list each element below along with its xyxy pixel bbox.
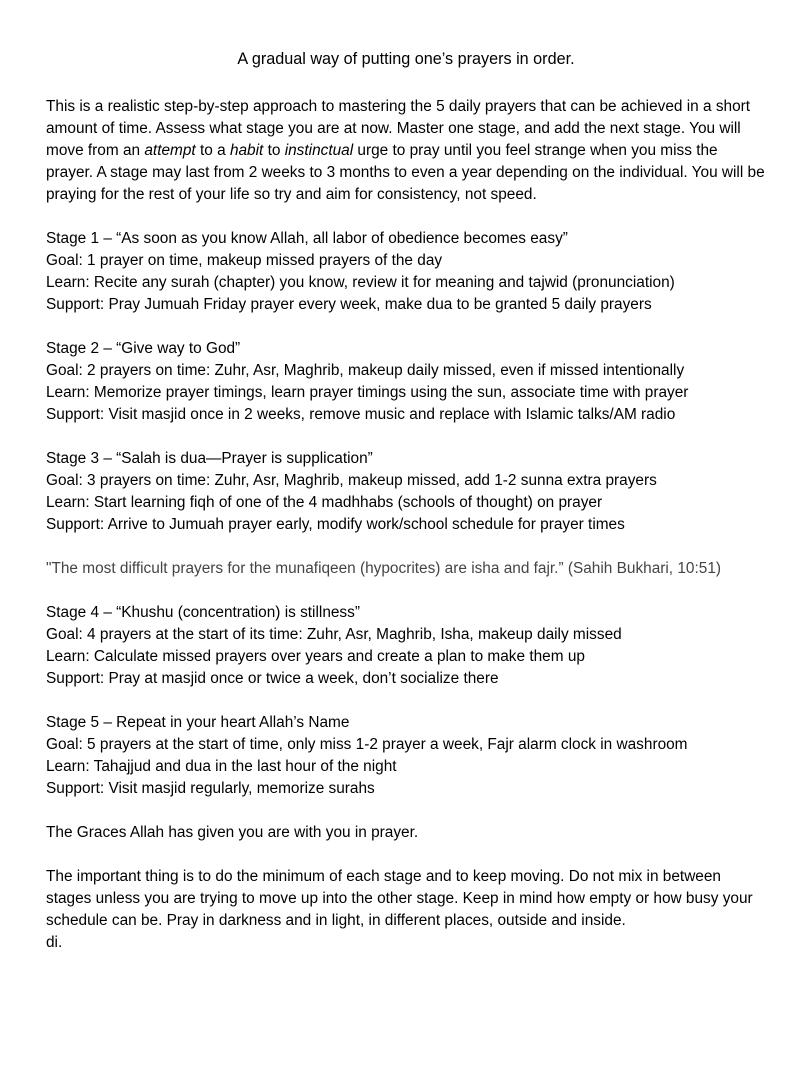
stage-2-section <box>46 338 766 426</box>
stage-4-heading: Stage 4 – “Khushu (concentration) is stillness” <box>46 604 360 621</box>
intro-emphasis-instinctual: instinctual <box>284 142 354 159</box>
stage-5-learn: Learn: Tahajjud and dua in the last hour of the night <box>46 758 397 775</box>
stage-1-section <box>46 228 766 316</box>
stage-4-goal: Goal: 4 prayers at the start of its time: Zuhr, Asr, Maghrib, Isha, makeup daily missed <box>46 626 622 643</box>
intro-text-2: to a <box>195 142 230 159</box>
stage-1-goal: Goal: 1 prayer on time, makeup missed prayers of the day <box>46 252 443 269</box>
intro-paragraph <box>46 96 766 206</box>
signature: di. <box>46 934 63 951</box>
stage-5-heading: Stage 5 – Repeat in your heart Allah’s Name <box>46 714 350 731</box>
stage-4-section <box>46 602 766 690</box>
stage-2-support: Support: Visit masjid once in 2 weeks, remove music and replace with Islamic talks/AM radio <box>46 406 676 423</box>
intro-text-1: This is a realistic step-by-step approach to mastering the 5 daily prayers that can be achieved in a short amount of time. Assess what stage you are at now. Master one stage, and add the next stage. You will move from an <box>46 98 751 159</box>
document-title: A gradual way of putting one’s prayers in order. <box>237 50 575 68</box>
stage-2-goal: Goal: 2 prayers on time: Zuhr, Asr, Maghrib, makeup daily missed, even if missed intentionally <box>46 362 685 379</box>
hadith-quote: "The most difficult prayers for the munafiqeen (hypocrites) are isha and fajr.” (Sahih Bukhari, 10:51) <box>46 560 722 577</box>
stage-3-learn: Learn: Start learning fiqh of one of the 4 madhhabs (schools of thought) on prayer <box>46 494 603 511</box>
stage-3-support: Support: Arrive to Jumuah prayer early, modify work/school schedule for prayer times <box>46 516 625 533</box>
intro-emphasis-habit: habit <box>229 142 264 159</box>
intro-text-3: to <box>263 142 285 159</box>
stage-3-heading: Stage 3 – “Salah is dua—Prayer is supplication” <box>46 450 373 467</box>
stage-1-support: Support: Pray Jumuah Friday prayer every week, make dua to be granted 5 daily prayers <box>46 296 652 313</box>
closing-paragraph: The important thing is to do the minimum of each stage and to keep moving. Do not mix in between stages unless you are trying to move up into the other stage. Keep in mind how empty or how busy your schedule can be. Pray in darkness and in light, in different places, outside and inside. <box>46 868 753 929</box>
stage-4-learn: Learn: Calculate missed prayers over years and create a plan to make them up <box>46 648 585 665</box>
stage-3-section <box>46 448 766 536</box>
stage-3-goal: Goal: 3 prayers on time: Zuhr, Asr, Maghrib, makeup missed, add 1-2 sunna extra prayers <box>46 472 657 489</box>
stage-5-section <box>46 712 766 800</box>
stage-4-support: Support: Pray at masjid once or twice a week, don’t socialize there <box>46 670 499 687</box>
intro-emphasis-attempt: attempt <box>144 142 196 159</box>
stage-2-learn: Learn: Memorize prayer timings, learn prayer timings using the sun, associate time with prayer <box>46 384 689 401</box>
stage-2-heading: Stage 2 – “Give way to God” <box>46 340 241 357</box>
stage-1-heading: Stage 1 – “As soon as you know Allah, all labor of obedience becomes easy” <box>46 230 568 247</box>
graces-paragraph: The Graces Allah has given you are with you in prayer. <box>46 824 419 841</box>
stage-5-support: Support: Visit masjid regularly, memorize surahs <box>46 780 375 797</box>
intro-text-4: urge to pray until you feel strange when you miss the prayer. A stage may last from 2 weeks to 3 months to even a year depending on the individual. You will be praying for the rest of your life so try and aim for consistency, not speed. <box>46 142 765 203</box>
document-page <box>46 48 766 954</box>
stage-1-learn: Learn: Recite any surah (chapter) you know, review it for meaning and tajwid (pronunciation) <box>46 274 675 291</box>
stage-5-goal: Goal: 5 prayers at the start of time, only miss 1-2 prayer a week, Fajr alarm clock in washroom <box>46 736 688 753</box>
